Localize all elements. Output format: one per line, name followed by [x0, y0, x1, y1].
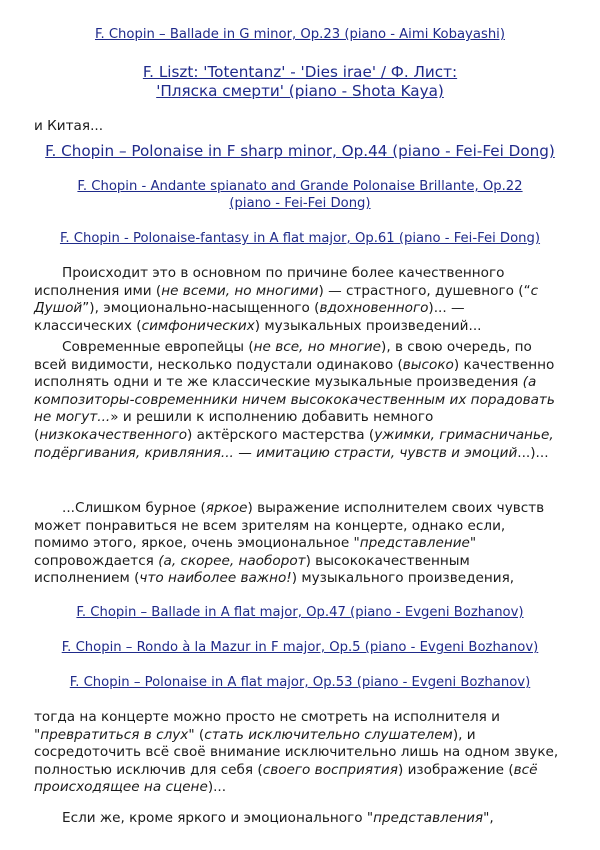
china-text: и Китая... — [34, 118, 104, 134]
link-liszt-totentanz — [0, 63, 600, 101]
paragraph-5: Если же, кроме яркого и эмоционального "представления", — [62, 810, 494, 826]
video-link[interactable]: F. Liszt: 'Totentanz' - 'Dies irae' / Ф. Лист: — [142, 63, 458, 81]
link-ballade-g-minor — [0, 26, 600, 43]
link-polonaise-fantasy — [0, 230, 600, 247]
video-link[interactable]: F. Chopin – Rondo à la Mazur in F major, Op.5 (piano - Evgeni Bozhanov) — [61, 640, 539, 655]
link-andante-spianato — [0, 178, 600, 212]
link-polonaise-f-sharp — [0, 142, 600, 161]
video-link[interactable]: F. Chopin – Ballade in G minor, Op.23 (piano - Aimi Kobayashi) — [94, 27, 505, 42]
video-link[interactable]: 'Пляска смерти' (piano - Shota Kaya) — [156, 82, 444, 100]
video-link[interactable]: F. Chopin – Polonaise in A flat major, Op.53 (piano - Evgeni Bozhanov) — [69, 675, 531, 690]
paragraph-1: Происходит это в основном по причине более качественного исполнения ими (не всеми, но многими) — страстного, душевного (“с Душой”), эмоционально-насыщенного (вдохновенного)... — классических (симфонических) музыкальных произведений... — [34, 265, 539, 334]
video-link[interactable]: F. Chopin – Ballade in A flat major, Op.47 (piano - Evgeni Bozhanov) — [76, 605, 524, 620]
video-link[interactable]: F. Chopin - Polonaise-fantasy in A flat major, Op.61 (piano - Fei-Fei Dong) — [59, 231, 541, 246]
video-link[interactable]: F. Chopin – Polonaise in F sharp minor, Op.44 (piano - Fei-Fei Dong) — [45, 142, 555, 160]
link-rondo-mazur — [0, 639, 600, 656]
paragraph-3: ...Слишком бурное (яркое) выражение исполнителем своих чувств может понравиться не всем зрителям на концерте, однако если, помимо этого, яркое, очень эмоциональное "представление" сопровождается (а, скорее, наоборот) высококачественным исполнением (что наиболее важно!) музыкального произведения, — [34, 500, 545, 587]
link-ballade-a-flat — [0, 604, 600, 621]
video-link[interactable]: (piano - Fei-Fei Dong) — [229, 196, 371, 211]
video-link[interactable]: F. Chopin - Andante spianato and Grande Polonaise Brillante, Op.22 — [77, 179, 523, 194]
link-polonaise-a-flat — [0, 674, 600, 691]
paragraph-4: тогда на концерте можно просто не смотреть на исполнителя и "превратиться в слух" (стать исключительно слушателем), и сосредоточить всё своё внимание исключительно лишь на одном звуке, полностью исключив для себя (своего восприятия) изображение (всё происходящее на сцене)... — [34, 709, 559, 796]
paragraph-2: Современные европейцы (не все, но многие), в свою очередь, по всей видимости, несколько подустали одинаково (высоко) качественно исполнять одни и те же классические музыкальные произведения (а композиторы-современники ничем высококачественным их порадовать не могут...» и решили к исполнению добавить немного (низкокачественного) актёрского мастерства (ужимки, гримасничанье, подёргивания, кривляния... — имитацию страсти, чувств и эмоций...)... — [34, 339, 555, 461]
